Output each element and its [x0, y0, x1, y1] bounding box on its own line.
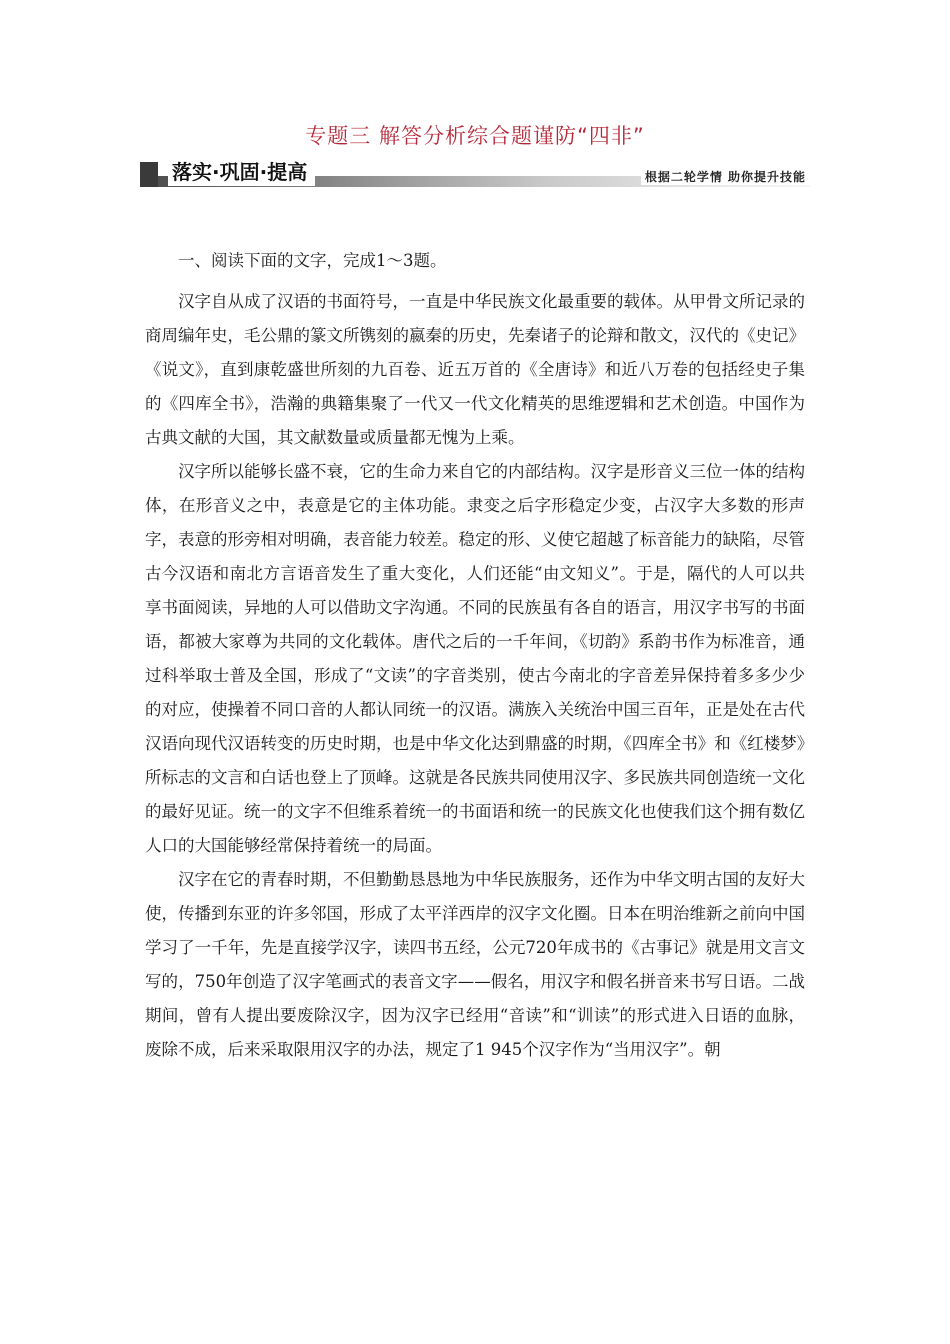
page-title: 专题三 解答分析综合题谨防“四非”: [305, 124, 645, 148]
paragraph-1: 汉字自从成了汉语的书面符号，一直是中华民族文化最重要的载体。从甲骨文所记录的商周编年史，毛公鼎的篆文所镌刻的嬴秦的历史，先秦诸子的论辩和散文，汉代的《史记》《说文》，直到康乾盛世所刻的九百卷、近五万首的《全唐诗》和近八万卷的包括经史子集的《四库全书》，浩瀚的典籍集聚了一代又一代文化精英的思维逻辑和艺术创造。中国作为古典文献的大国，其文献数量或质量都无愧为上乘。: [145, 292, 805, 447]
paragraph-2: 汉字所以能够长盛不衰，它的生命力来自它的内部结构。汉字是形音义三位一体的结构体，在形音义之中，表意是它的主体功能。隶变之后字形稳定少变，占汉字大多数的形声字，表意的形旁相对明确，表音能力较差。稳定的形、义使它超越了标音能力的缺陷，尽管古今汉语和南北方言语音发生了重大变化，人们还能“由文知义”。于是，隔代的人可以共享书面阅读，异地的人可以借助文字沟通。不同的民族虽有各自的语言，用汉字书写的书面语，都被大家尊为共同的文化载体。唐代之后的一千年间，《切韵》系韵书作为标准音，通过科举取士普及全国，形成了“文读”的字音类别，使古今南北的字音差异保持着多多少少的对应，使操着不同口音的人都认同统一的汉语。满族入关统治中国三百年，正是处在古代汉语向现代汉语转变的历史时期，也是中华文化达到鼎盛的时期，《四库全书》和《红楼梦》所标志的文言和白话也登上了顶峰。这就是各民族共同使用汉字、多民族共同创造统一文化的最好见证。统一的文字不但维系着统一的书面语和统一的民族文化也使我们这个拥有数亿人口的大国能够经常保持着统一的局面。: [145, 462, 805, 855]
banner-notch: [140, 162, 158, 187]
section-banner: [140, 158, 820, 192]
question-prompt: 一、阅读下面的文字，完成1～3题。: [178, 251, 447, 270]
paragraph-3: 汉字在它的青春时期，不但勤勤恳恳地为中华民族服务，还作为中华文明古国的友好大使，传播到东亚的许多邻国，形成了太平洋西岸的汉字文化圈。日本在明治维新之前向中国学习了一千年，先是直接学汉字，读四书五经，公元720年成书的《古事记》就是用文言文写的，750年创造了汉字笔画式的表音文字——假名，用汉字和假名拼音来书写日语。二战期间，曾有人提出要废除汉字，因为汉字已经用“音读”和“训读”的形式进入日语的血脉，废除不成，后来采取限用汉字的办法，规定了1 945个汉字作为“当用汉字”。朝: [145, 870, 805, 1059]
document-body: [145, 244, 805, 1067]
banner-right-label: 根据二轮学情 助你提升技能: [641, 168, 810, 185]
banner-main-label: 落实·巩固·提高: [168, 158, 315, 186]
